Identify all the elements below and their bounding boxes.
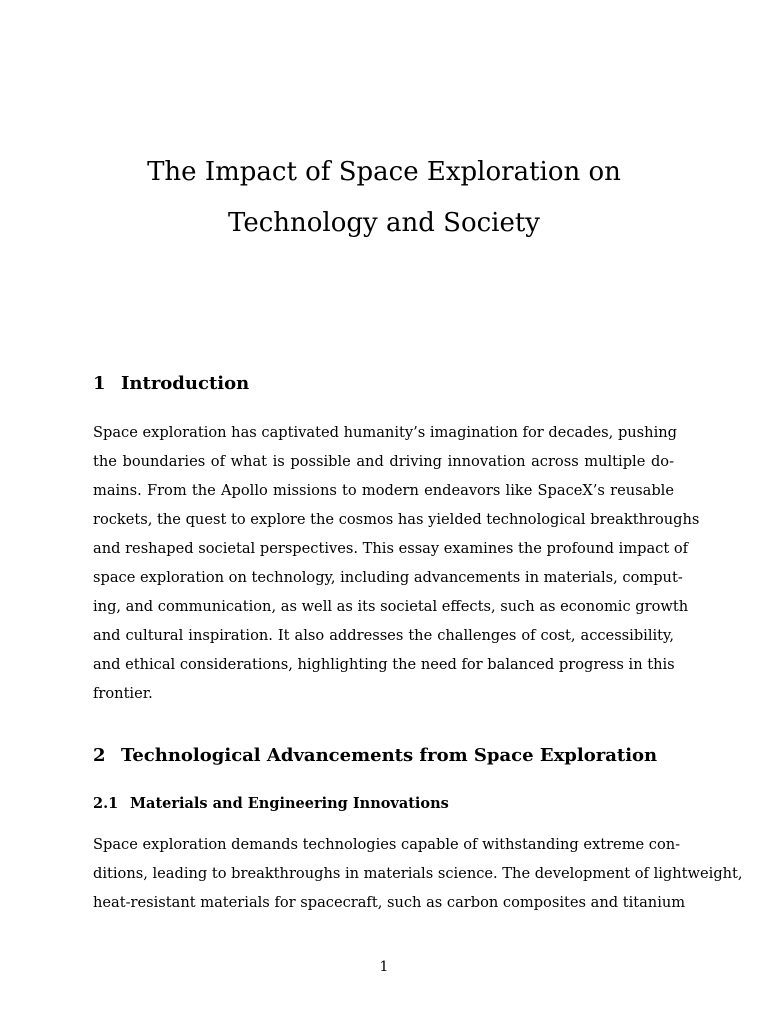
title-line-2: Technology and Society xyxy=(228,208,540,238)
paragraph-line: the boundaries of what is possible and driving innovation across multiple do- xyxy=(93,453,674,470)
paragraph-line: rockets, the quest to explore the cosmos has yielded technological breakthroughs xyxy=(93,511,700,528)
section-1-heading xyxy=(93,373,249,395)
paragraph-line: and cultural inspiration. It also addresses the challenges of cost, accessibility, xyxy=(93,627,674,644)
paragraph-line: Space exploration has captivated humanity’s imagination for decades, pushing xyxy=(93,424,677,441)
paragraph-line: mains. From the Apollo missions to modern endeavors like SpaceX’s reusable xyxy=(93,482,674,499)
section-2-heading xyxy=(93,745,657,767)
page-number: 1 xyxy=(379,959,389,975)
section-2-title: Technological Advancements from Space Exploration xyxy=(121,745,658,766)
paragraph-line: ditions, leading to breakthroughs in materials science. The development of lightweight, xyxy=(93,865,743,882)
subsection-2-1-number: 2.1 xyxy=(93,795,119,812)
paragraph-line: and ethical considerations, highlighting the need for balanced progress in this xyxy=(93,656,675,673)
paragraph-line: heat-resistant materials for spacecraft, such as carbon composites and titanium xyxy=(93,894,686,911)
section-1-number: 1 xyxy=(93,373,106,394)
paragraph-line: and reshaped societal perspectives. This essay examines the profound impact of xyxy=(93,540,689,557)
section-1-title: Introduction xyxy=(121,373,250,394)
paragraph-line: Space exploration demands technologies capable of withstanding extreme con- xyxy=(93,836,681,853)
subsection-2-1-title: Materials and Engineering Innovations xyxy=(130,795,449,812)
paragraph-line: frontier. xyxy=(93,685,153,702)
title-line-1: The Impact of Space Exploration on xyxy=(147,157,621,187)
section-2-number: 2 xyxy=(93,745,106,766)
subsection-2-1-heading xyxy=(93,795,449,813)
paragraph-line: space exploration on technology, including advancements in materials, comput- xyxy=(93,569,683,586)
paragraph-line: ing, and communication, as well as its societal effects, such as economic growth xyxy=(93,598,689,615)
